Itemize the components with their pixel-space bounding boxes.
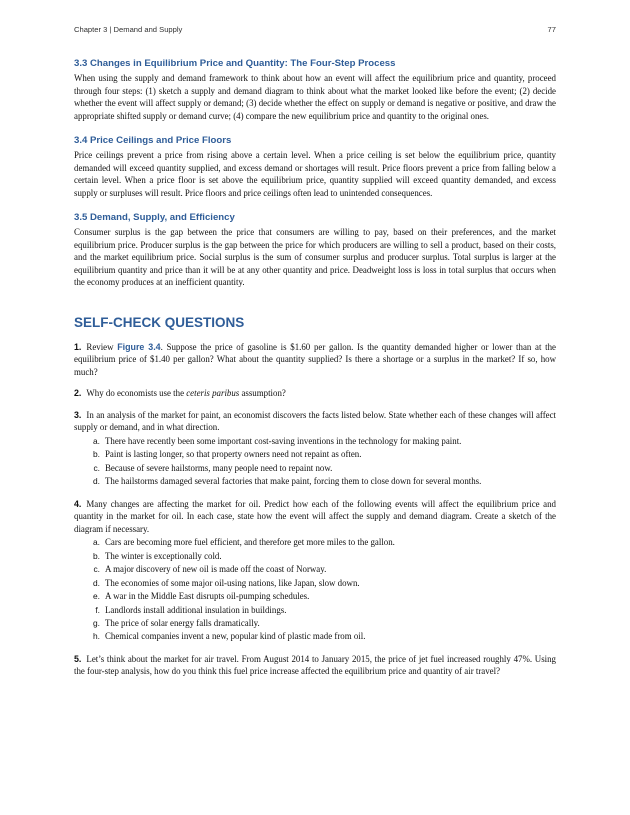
list-item: [74, 630, 556, 643]
item-text: Because of severe hailstorms, many people need to repaint now.: [105, 462, 333, 473]
item-text: The price of solar energy falls dramatically.: [105, 617, 260, 628]
item-letter: a.: [93, 436, 100, 447]
self-check-title: SELF-CHECK QUESTIONS: [74, 314, 245, 330]
list-item: [74, 536, 556, 549]
question-number: 5.: [74, 653, 82, 664]
list-item: [74, 604, 556, 617]
item-letter: d.: [93, 577, 100, 588]
question-3-items: [74, 435, 556, 489]
question-text: Many changes are affecting the market for oil. Predict how each of the following events will affect the equilibrium price and quantity in the market for oil. In each case, state how the event will affect the supply and demand diagram. Create a sketch of the diagram if necessary.: [74, 498, 556, 534]
figure-link[interactable]: Figure 3.4: [117, 341, 161, 352]
question-number: 2.: [74, 388, 82, 399]
item-letter: c.: [93, 564, 100, 575]
question-text: Let’s think about the market for air travel. From August 2014 to January 2015, the price of jet fuel increased roughly 47%. Using the four-step analysis, how do you think this fuel price increase affected the equilibrium price and quantity of air travel?: [74, 653, 556, 677]
list-item: [74, 617, 556, 630]
list-item: [74, 462, 556, 475]
item-text: There have recently been some important cost-saving inventions in the technology for making paint.: [105, 436, 462, 447]
list-item: [74, 577, 556, 590]
item-letter: a.: [93, 537, 100, 548]
list-item: [74, 550, 556, 563]
item-text: The economies of some major oil-using nations, like Japan, slow down.: [105, 577, 360, 588]
question-number: 1.: [74, 341, 82, 352]
item-letter: d.: [93, 476, 100, 487]
page-content: [74, 58, 556, 687]
item-letter: h.: [93, 631, 100, 642]
item-letter: g.: [93, 617, 100, 628]
question-text: Why do economists use the: [86, 388, 187, 399]
question-3: [74, 409, 556, 434]
list-item: [74, 563, 556, 576]
page-number: 77: [547, 25, 556, 34]
section-heading-3-4: 3.4 Price Ceilings and Price Floors: [74, 135, 232, 146]
question-text: Review: [86, 341, 118, 352]
item-letter: f.: [95, 604, 100, 615]
italic-term: ceteris paribus: [186, 388, 240, 399]
item-letter: b.: [93, 550, 100, 561]
list-item: [74, 435, 556, 448]
item-text: Paint is lasting longer, so that property owners need not repaint as often.: [105, 449, 362, 460]
question-text: assumption?: [239, 388, 286, 399]
item-text: A major discovery of new oil is made off the coast of Norway.: [105, 564, 327, 575]
running-header: [74, 25, 556, 37]
chapter-title: Chapter 3 | Demand and Supply: [74, 25, 183, 34]
question-4: [74, 498, 556, 536]
section-summary-3-4: Price ceilings prevent a price from rising above a certain level. When a price ceiling is set below the equilibrium price, quantity demanded will exceed quantity supplied, and excess demand or shortages will result. Price floors prevent a price from falling below a certain level. When a price floor is set above the equilibrium price, quantity supplied will exceed quantity demanded, and excess supply or surpluses will result. Price floors and price ceilings often lead to unintended consequences.: [74, 150, 556, 198]
item-text: A war in the Middle East disrupts oil-pumping schedules.: [105, 591, 310, 602]
list-item: [74, 590, 556, 603]
item-text: The winter is exceptionally cold.: [105, 550, 222, 561]
question-text: . Suppose the price of gasoline is $1.60 per gallon. Is the quantity demanded higher or lower than at the equilibrium price of $1.40 per gallon? What about the quantity supplied? Is there a shortage or a surplus in the market? If so, how much?: [74, 341, 556, 377]
question-2: [74, 387, 556, 400]
section-summary-3-5: Consumer surplus is the gap between the price that consumers are willing to pay, based on their preferences, and the market equilibrium price. Producer surplus is the gap between the price for which producers are willing to sell a product, based on their costs, and the market equilibrium price. Social surplus is the sum of consumer surplus and producer surplus. Total surplus is larger at the equilibrium quantity and price than it will be at any other quantity and price. Deadweight loss is loss in total surplus that occurs when the economy produces at an inefficient quantity.: [74, 227, 556, 287]
item-letter: b.: [93, 449, 100, 460]
section-heading-3-5: 3.5 Demand, Supply, and Efficiency: [74, 212, 235, 223]
question-5: [74, 653, 556, 678]
section-heading-3-3: 3.3 Changes in Equilibrium Price and Quantity: The Four-Step Process: [74, 58, 396, 69]
list-item: [74, 475, 556, 488]
question-number: 3.: [74, 409, 82, 420]
list-item: [74, 448, 556, 461]
item-letter: e.: [93, 591, 100, 602]
question-1: [74, 341, 556, 379]
item-text: Chemical companies invent a new, popular kind of plastic made from oil.: [105, 631, 366, 642]
item-text: Cars are becoming more fuel efficient, and therefore get more miles to the gallon.: [105, 537, 395, 548]
question-text: In an analysis of the market for paint, an economist discovers the facts listed below. State whether each of these changes will affect supply or demand, and in what direction.: [74, 409, 556, 433]
question-4-items: [74, 536, 556, 643]
item-text: The hailstorms damaged several factories that make paint, forcing them to close down for several months.: [105, 476, 482, 487]
section-summary-3-3: When using the supply and demand framework to think about how an event will affect the equilibrium price and quantity, proceed through four steps: (1) sketch a supply and demand diagram to think about what the market looked like before the event; (2) decide whether the event will affect supply or demand; (3) decide whether the effect on supply or demand is negative or positive, and draw the appropriate shifted supply or demand curve; (4) compare the new equilibrium price and quantity to the original ones.: [74, 73, 556, 121]
item-letter: c.: [93, 462, 100, 473]
item-text: Landlords install additional insulation in buildings.: [105, 604, 287, 615]
question-number: 4.: [74, 498, 82, 509]
